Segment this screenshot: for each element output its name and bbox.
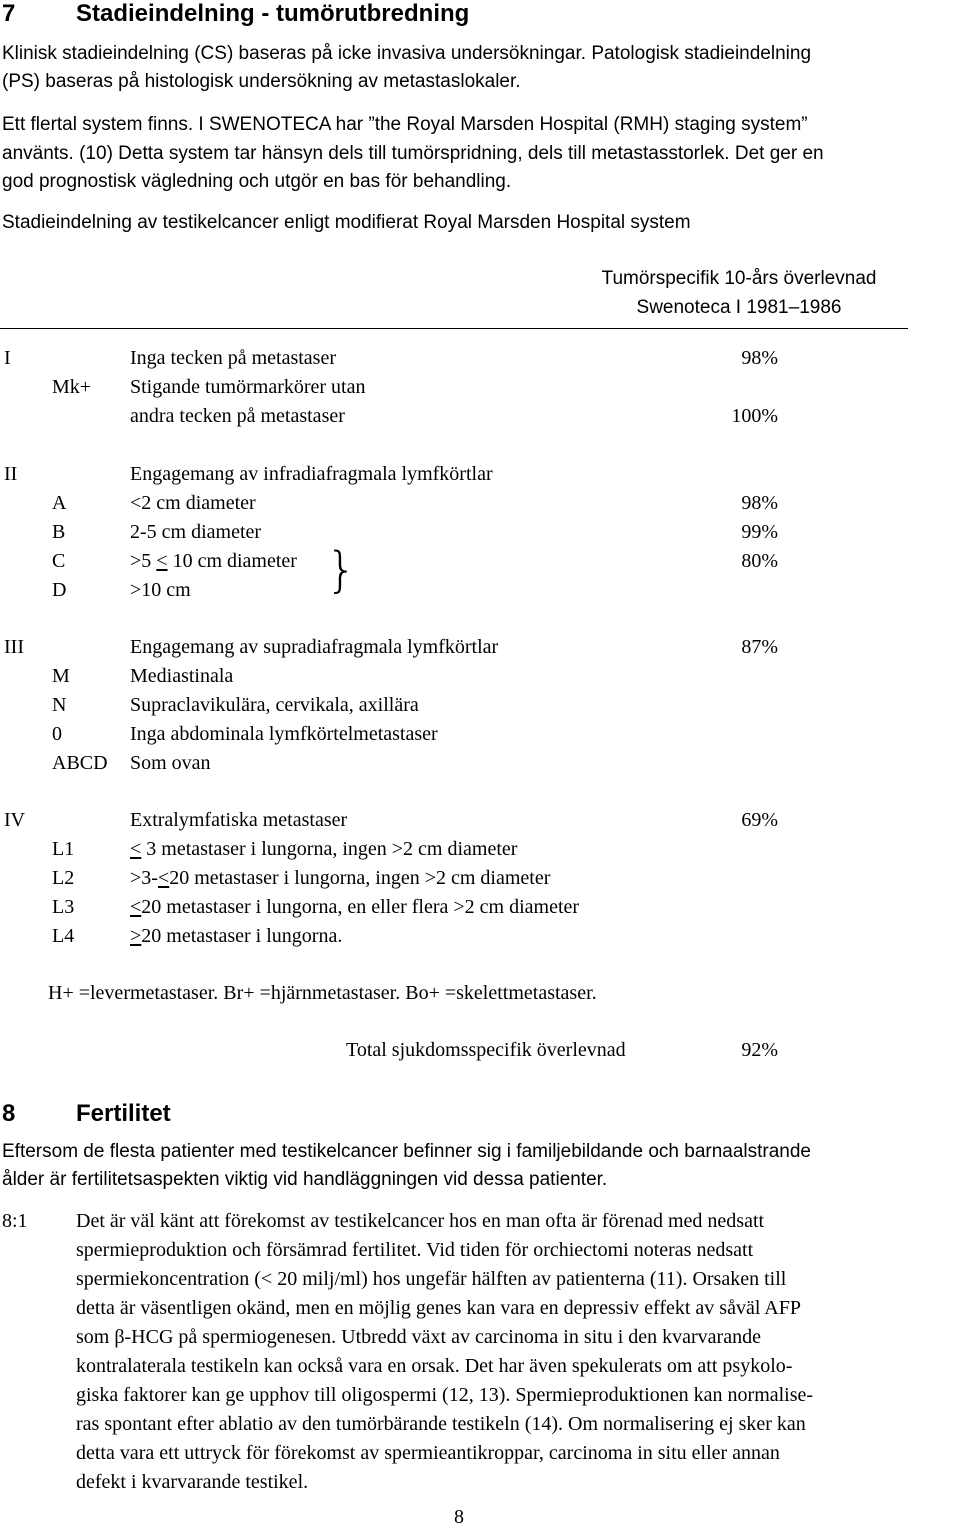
- table-row: [4, 373, 778, 402]
- survival-cell: 98%: [741, 492, 778, 514]
- table-row: [4, 460, 778, 489]
- description-cell: Inga tecken på metastaser: [130, 347, 337, 369]
- paragraph-line: defekt i kvarvarande testikel.: [76, 1471, 309, 1493]
- description-cell: andra tecken på metastaser: [130, 405, 345, 427]
- table-row: [4, 922, 778, 951]
- description-suffix: 20 metastaser i lungorna, ingen >2 cm diameter: [169, 867, 551, 889]
- table-row: [4, 576, 778, 605]
- table-caption: Stadieindelning av testikelcancer enligt modifierat Royal Marsden Hospital system: [2, 212, 691, 233]
- description-cell: [130, 864, 550, 893]
- paragraph-line: ålder är fertilitetsaspekten viktig vid handläggningen vid dessa patienter.: [2, 1169, 608, 1190]
- description-suffix: 20 metastaser i lungorna.: [141, 925, 343, 947]
- survival-cell: 98%: [741, 347, 778, 369]
- paragraph-line: som β-HCG på spermiogenesen. Utbredd växt av carcinoma in situ i den kvarvarande: [76, 1326, 761, 1348]
- paragraph-line: spermieproduktion och försämrad fertilitet. Vid tiden för orchiectomi noteras nedsatt: [76, 1239, 754, 1261]
- comparison-symbol: <: [157, 867, 170, 889]
- table-row: [4, 893, 778, 922]
- table-row: [4, 633, 778, 662]
- description-cell: Som ovan: [130, 752, 211, 774]
- item-paragraph: [76, 1207, 956, 1497]
- substage-cell: ABCD: [52, 752, 108, 774]
- paragraph-line: detta vara ett uttryck för förekomst av spermieantikroppar, carcinoma in situ eller annan: [76, 1442, 780, 1464]
- section-number: 7: [2, 0, 16, 27]
- description-cell: Supraclavikulära, cervikala, axillära: [130, 694, 419, 716]
- paragraph-line: giska faktorer kan ge upphov till oligospermi (12, 13). Spermieproduktionen kan normalise-: [76, 1384, 814, 1406]
- description-prefix: >5: [130, 550, 157, 572]
- table-header-survival: Tumörspecifik 10-års överlevnad: [601, 268, 877, 289]
- comparison-symbol: >: [130, 925, 142, 947]
- comparison-symbol: <: [130, 896, 142, 918]
- paragraph-line: ras spontant efter ablatio av den tumörbärande testikeln (14). Om normalisering ej sker kan: [76, 1413, 806, 1435]
- description-cell: 2-5 cm diameter: [130, 521, 262, 543]
- table-row: [4, 691, 778, 720]
- section-title: Fertilitet: [76, 1100, 171, 1127]
- comparison-symbol: <: [130, 838, 142, 860]
- description-suffix: 3 metastaser i lungorna, ingen >2 cm diameter: [141, 838, 518, 860]
- stage-cell: II: [4, 463, 18, 485]
- description-cell: [130, 547, 297, 576]
- paragraph-line: använts. (10) Detta system tar hänsyn dels till tumörspridning, dels till metastasstorlek. Det ger en: [2, 143, 824, 164]
- table-header-cohort: Swenoteca I 1981–1986: [636, 297, 842, 318]
- description-cell: [130, 893, 579, 922]
- table-footnote: H+ =levermetastaser. Br+ =hjärnmetastaser. Bo+ =skelettmetastaser.: [48, 982, 597, 1004]
- bracket-group-cd: }: [326, 542, 357, 598]
- paragraph-line: Klinisk stadieindelning (CS) baseras på icke invasiva undersökningar. Patologisk stadieindelning: [2, 43, 812, 64]
- survival-cell: 99%: [741, 521, 778, 543]
- section-number: 8: [2, 1100, 16, 1127]
- page-number: 8: [454, 1506, 464, 1528]
- stage-cell: I: [4, 347, 11, 369]
- substage-cell: Mk+: [52, 376, 92, 398]
- substage-cell: N: [52, 694, 67, 716]
- substage-cell: B: [52, 521, 66, 543]
- paragraph-line: Ett flertal system finns. I SWENOTECA har ”the Royal Marsden Hospital (RMH) staging system”: [2, 114, 808, 135]
- description-cell: [130, 922, 342, 951]
- description-cell: Stigande tumörmarkörer utan: [130, 376, 366, 398]
- comparison-symbol: <: [156, 550, 168, 572]
- survival-cell: 100%: [731, 405, 778, 427]
- table-row: [4, 835, 778, 864]
- table-row: [4, 402, 778, 431]
- table-row: [4, 864, 778, 893]
- description-cell: Engagemang av infradiafragmala lymfkörtlar: [130, 463, 493, 485]
- survival-cell: 69%: [741, 809, 778, 831]
- substage-cell: L1: [52, 838, 75, 860]
- substage-cell: 0: [52, 723, 62, 745]
- paragraph-line: (PS) baseras på histologisk undersökning av metastaslokaler.: [2, 71, 521, 92]
- table-row: [4, 518, 778, 547]
- paragraph-line: spermiekoncentration (< 20 milj/ml) hos ungefär hälften av patienterna (11). Orsaken till: [76, 1268, 787, 1290]
- description-cell: >10 cm: [130, 579, 191, 601]
- substage-cell: L4: [52, 925, 75, 947]
- stage-cell: III: [4, 636, 24, 658]
- substage-cell: C: [52, 550, 66, 572]
- description-cell: <2 cm diameter: [130, 492, 256, 514]
- substage-cell: A: [52, 492, 67, 514]
- table-row: [4, 547, 778, 576]
- table-row: [4, 489, 778, 518]
- description-cell: Engagemang av supradiafragmala lymfkörtlar: [130, 636, 499, 658]
- description-cell: Inga abdominala lymfkörtelmetastaser: [130, 723, 438, 745]
- total-survival-label: Total sjukdomsspecifik överlevnad: [346, 1039, 626, 1061]
- description-suffix: 10 cm diameter: [167, 550, 297, 572]
- section-title: Stadieindelning - tumörutbredning: [76, 0, 470, 27]
- table-row: [4, 344, 778, 373]
- table-row: [4, 662, 778, 691]
- table-row: [4, 749, 778, 778]
- staging-table: [4, 0, 778, 960]
- description-cell: Extralymfatiska metastaser: [130, 809, 348, 831]
- table-row: [4, 806, 778, 835]
- total-survival-value: 92%: [741, 1039, 778, 1061]
- description-cell: [130, 835, 517, 864]
- paragraph-line: god prognostisk vägledning och utgör en bas för behandling.: [2, 171, 512, 192]
- description-prefix: >3-: [130, 867, 158, 889]
- table-row: [4, 720, 778, 749]
- substage-cell: M: [52, 665, 70, 687]
- paragraph-line: Eftersom de flesta patienter med testikelcancer befinner sig i familjebildande och barnaalstrande: [2, 1141, 812, 1162]
- description-cell: Mediastinala: [130, 665, 234, 687]
- substage-cell: L3: [52, 896, 75, 918]
- item-number: 8:1: [2, 1210, 28, 1232]
- stage-cell: IV: [4, 809, 26, 831]
- description-suffix: 20 metastaser i lungorna, en eller flera >2 cm diameter: [141, 896, 580, 918]
- survival-cell: 87%: [741, 636, 778, 658]
- paragraph-line: Det är väl känt att förekomst av testikelcancer hos en man ofta är förenad med nedsatt: [76, 1210, 765, 1232]
- paragraph-line: kontralaterala testikeln kan också vara en orsak. Det har även spekulerats om att psykolo-: [76, 1355, 793, 1377]
- paragraph-line: detta är väsentligen okänd, men en möjlig genes kan vara en depressiv effekt av såväl AFP: [76, 1297, 801, 1319]
- substage-cell: L2: [52, 867, 75, 889]
- survival-cell: 80%: [741, 550, 778, 572]
- substage-cell: D: [52, 579, 67, 601]
